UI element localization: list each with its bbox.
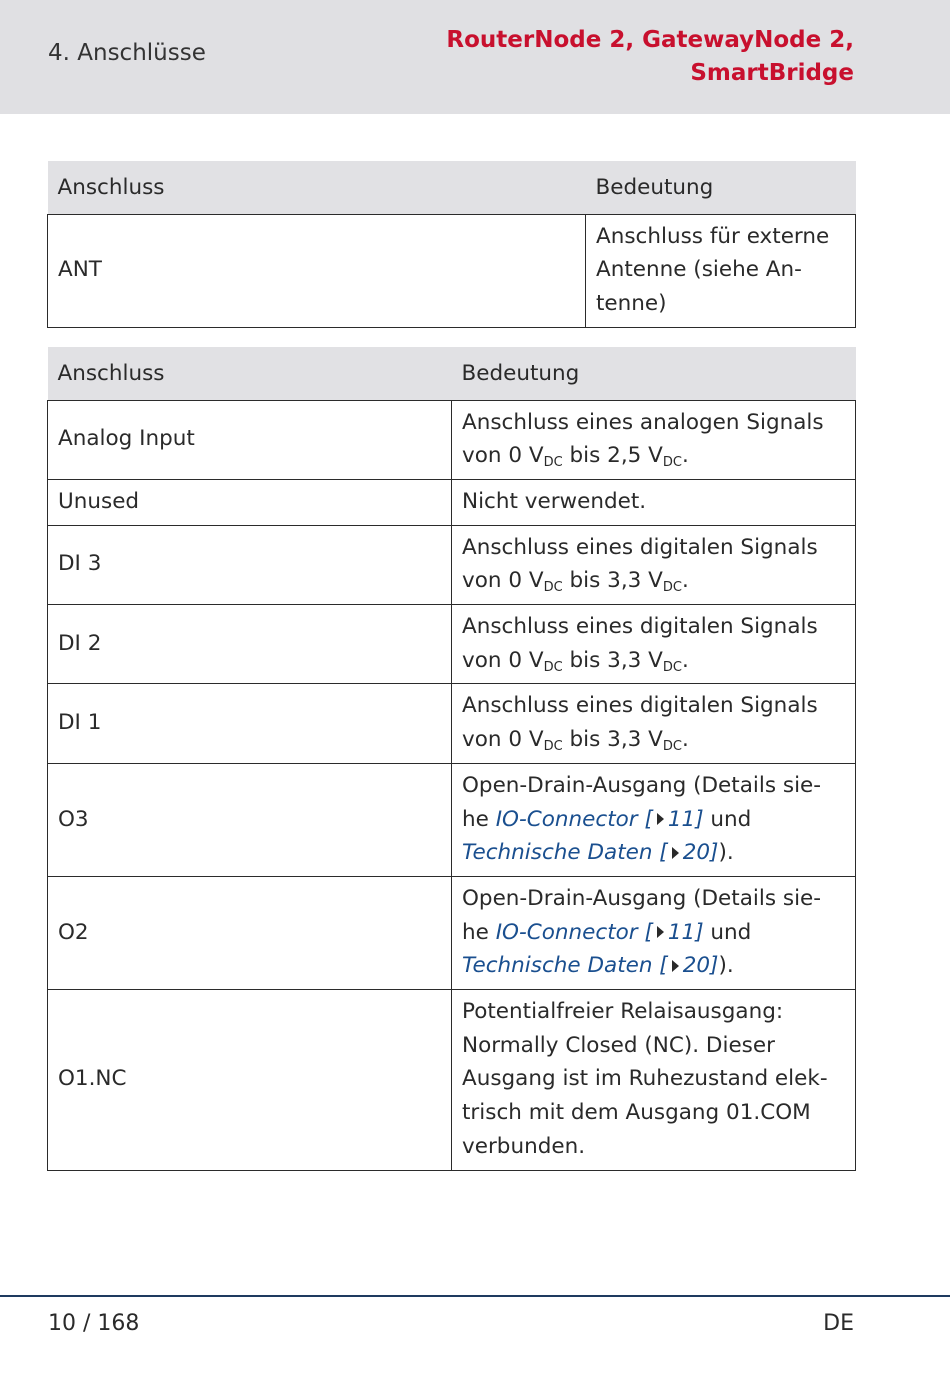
connector-description: Anschluss für externe Antenne (siehe An- tenne) xyxy=(586,214,856,327)
table-row xyxy=(48,214,856,327)
table-row xyxy=(48,684,856,763)
page-ref-arrow-icon xyxy=(657,926,664,938)
connector-description: Potentialfreier Relaisausgang: Normally Closed (NC). Dieser Ausgang ist im Ruhezustand elek- trisch mit dem Ausgang 01.COM verbunden. xyxy=(452,990,856,1171)
column-header-anschluss: Anschluss xyxy=(48,161,586,214)
connector-name: ANT xyxy=(48,214,586,327)
chapter-title: 4. Anschlüsse xyxy=(48,40,206,66)
connector-description: Open-Drain-Ausgang (Details sie- he IO-Connector [ 11] und Technische Daten [ 20]). xyxy=(452,876,856,989)
connector-name: DI 3 xyxy=(48,525,452,604)
connector-name: O1.NC xyxy=(48,990,452,1171)
table-row xyxy=(48,400,856,479)
connector-name: Unused xyxy=(48,479,452,525)
table-row xyxy=(48,990,856,1171)
connector-description: Nicht verwendet. xyxy=(452,479,856,525)
connector-name: Analog Input xyxy=(48,400,452,479)
connector-name: DI 1 xyxy=(48,684,452,763)
page-ref-arrow-icon xyxy=(672,960,679,972)
column-header-bedeutung: Bedeutung xyxy=(452,347,856,400)
connector-description: Anschluss eines digitalen Signals von 0 $V_{DC}$ bis 3,3 $V_{DC}$. xyxy=(452,684,856,763)
connector-description: Anschluss eines analogen Signals von 0 $V_{DC}$ bis 2,5 $V_{DC}$. xyxy=(452,400,856,479)
table-row xyxy=(48,525,856,604)
table-row xyxy=(48,479,856,525)
connector-description: Anschluss eines digitalen Signals von 0 $V_{DC}$ bis 3,3 $V_{DC}$. xyxy=(452,605,856,684)
table-row xyxy=(48,876,856,989)
footer-divider xyxy=(0,1295,950,1297)
connector-name: DI 2 xyxy=(48,605,452,684)
product-title-line2: SmartBridge xyxy=(690,60,854,86)
page-number: 10 / 168 xyxy=(48,1311,140,1336)
product-title-line1: RouterNode 2, GatewayNode 2, xyxy=(446,27,854,53)
technische-daten-link[interactable]: Technische Daten [ 20] xyxy=(462,840,719,866)
product-title xyxy=(446,24,854,90)
column-header-bedeutung: Bedeutung xyxy=(586,161,856,214)
page-ref-arrow-icon xyxy=(657,813,664,825)
connector-name: O2 xyxy=(48,876,452,989)
connector-description: Anschluss eines digitalen Signals von 0 $V_{DC}$ bis 3,3 $V_{DC}$. xyxy=(452,525,856,604)
io-connector-link[interactable]: IO-Connector [ 11] xyxy=(495,919,704,945)
table-row xyxy=(48,763,856,876)
page-ref-arrow-icon xyxy=(672,847,679,859)
connector-table xyxy=(47,347,856,1171)
page-header xyxy=(0,0,950,114)
connector-name: O3 xyxy=(48,763,452,876)
column-header-anschluss: Anschluss xyxy=(48,347,452,400)
io-connector-link[interactable]: IO-Connector [ 11] xyxy=(495,806,704,832)
language-code: DE xyxy=(823,1311,854,1336)
connector-description: Open-Drain-Ausgang (Details sie- he IO-Connector [ 11] und Technische Daten [ 20]). xyxy=(452,763,856,876)
table-row xyxy=(48,605,856,684)
technische-daten-link[interactable]: Technische Daten [ 20] xyxy=(462,953,719,979)
antenna-table xyxy=(47,161,856,328)
